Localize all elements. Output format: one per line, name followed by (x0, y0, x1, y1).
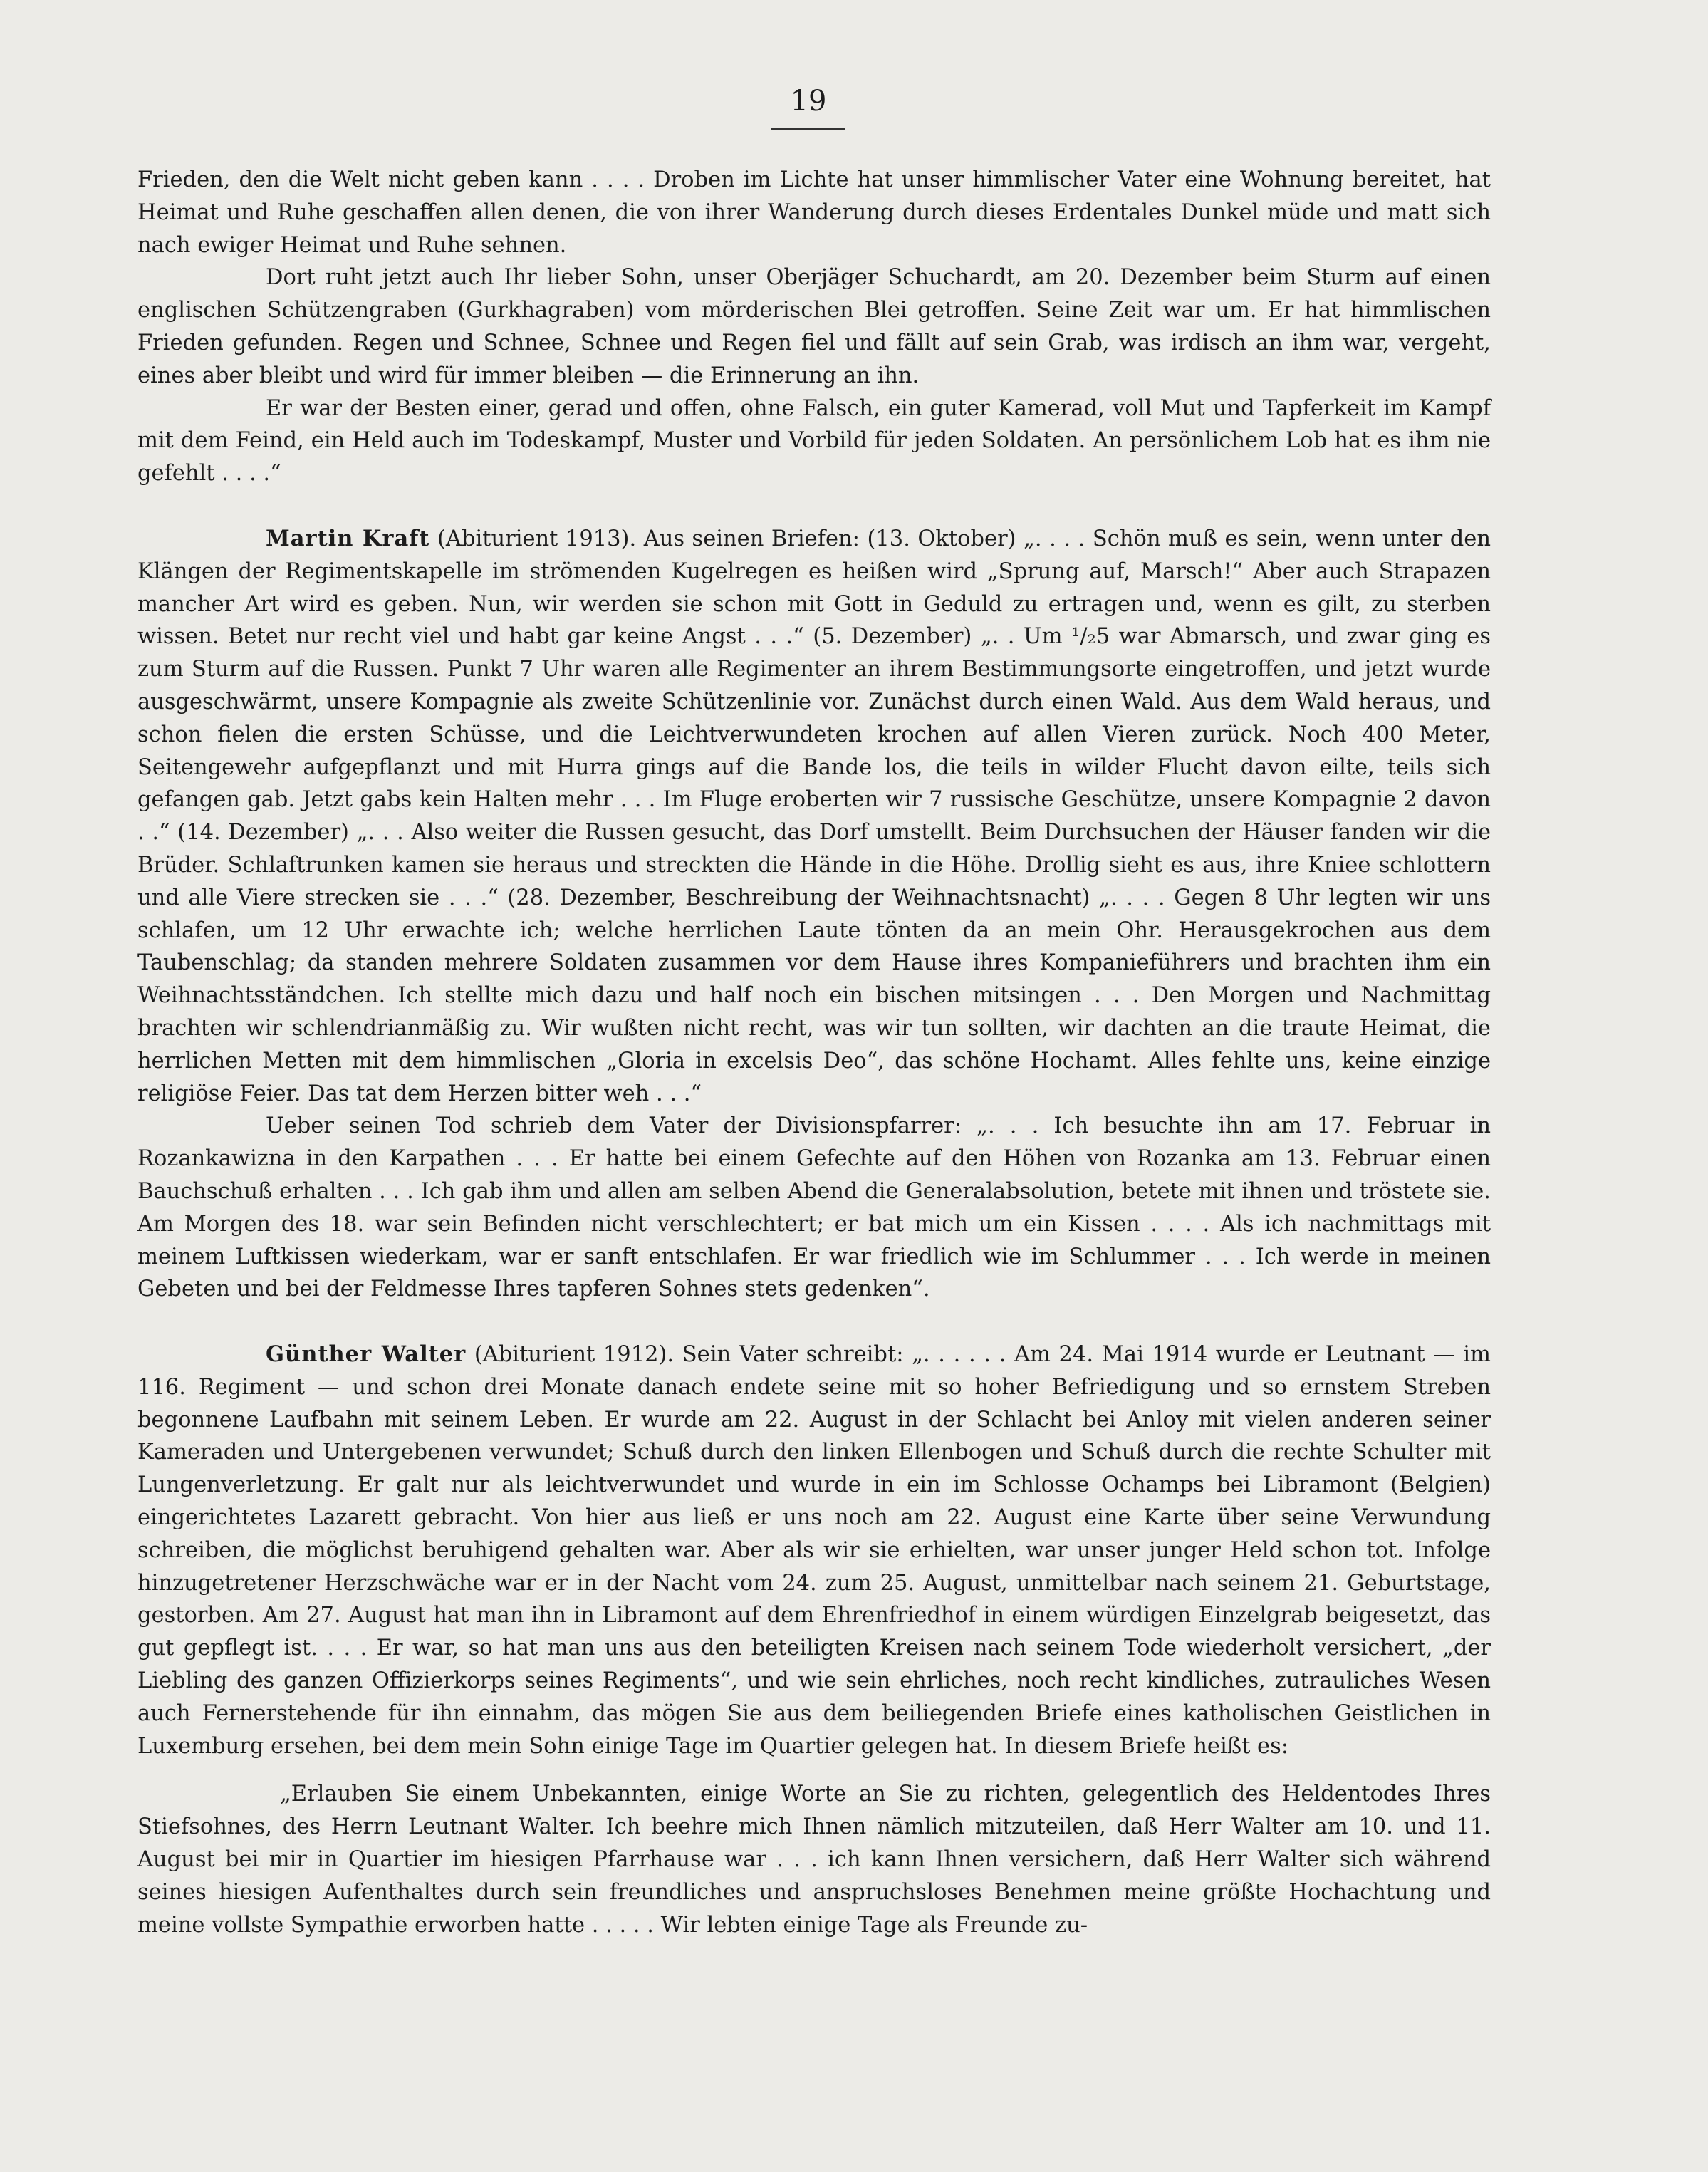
body-text (137, 164, 1491, 1941)
soldier-name-guenther-walter: Günther Walter (266, 1341, 467, 1368)
paragraph-martin-kraft (137, 523, 1491, 1110)
paragraph-schuchardt-praise: Er war der Besten einer, gerad und offen, ohne Falsch, ein guter Kamerad, voll Mut und Tapferkeit im Kampf mit dem Feind, ein Held auch im Todeskampf, Muster und Vorbild für jeden Soldaten. An persönlichem Lob hat es ihm nie gefehlt . . . .“ (137, 395, 1491, 487)
page-number-rule (771, 128, 845, 130)
soldier-name-martin-kraft: Martin Kraft (266, 525, 430, 551)
paragraph-continuation: Frieden, den die Welt nicht geben kann . . . . Droben im Lichte hat unser himmlischer Vater eine Wohnung bereitet, hat Heimat und Ruhe geschaffen allen denen, die von ihrer Wanderung durch dieses Erdentales Dunkel müde und matt sich nach ewiger Heimat und Ruhe sehnen. (137, 167, 1491, 258)
paragraph-divisionspfarrer: Ueber seinen Tod schrieb dem Vater der Divisionspfarrer: „. . . Ich besuchte ihn am 17. Februar in Rozankawizna in den Karpathen . . . Er hatte bei einem Gefechte auf den Höhen von Rozanka am 13. Februar einen Bauchschuß erhalten . . . Ich gab ihm und allen am selben Abend die Generalabsolution, betete mit ihnen und tröstete sie. Am Morgen des 18. war sein Befinden nicht verschlechtert; er bat mich um ein Kissen . . . . Als ich nachmittags mit meinem Luftkissen wiederkam, war er sanft entschlafen. Er war friedlich wie im Schlummer . . . Ich werde in meinen Gebeten und bei der Feldmesse Ihres tapferen Sohnes stets gedenken“. (137, 1113, 1491, 1302)
paragraph-guenther-walter-text: (Abiturient 1912). Sein Vater schreibt: „. . . . . . Am 24. Mai 1914 wurde er Leutnant — im 116. Regiment — und schon drei Monate danach endete seine mit so hoher Befriedigung und so ernstem Streben begonnene Laufbahn mit seinem Leben. Er wurde am 22. August in der Schlacht bei Anloy mit vielen anderen seiner Kameraden und Untergebenen verwundet; Schuß durch den linken Ellenbogen und Schuß durch die rechte Schulter mit Lungenverletzung. Er galt nur als leichtverwundet und wurde in ein im Schlosse Ochamps bei Libramont (Belgien) eingerichtetes Lazarett gebracht. Von hier aus ließ er uns noch am 22. August eine Karte über seine Verwundung schreiben, die möglichst beruhigend gehalten war. Aber als wir sie erhielten, war unser junger Held schon tot. Infolge hinzugetretener Herzschwäche war er in der Nacht vom 24. zum 25. August, unmittelbar nach seinem 21. Geburtstage, gestorben. Am 27. August hat man ihn in Libramont auf dem Ehrenfriedhof in einem würdigen Einzelgrab beigesetzt, das gut gepflegt ist. . . . Er war, so hat man uns aus den beteiligten Kreisen nach seinem Tode wiederholt versichert, „der Liebling des ganzen Offizierkorps seines Regiments“, und wie sein ehrliches, noch recht kindliches, zutrauliches Wesen auch Fernerstehende für ihn einnahm, das mögen Sie aus dem beiliegenden Briefe eines katholischen Geistlichen in Luxemburg ersehen, bei dem mein Sohn einige Tage im Quartier gelegen hat. In diesem Briefe heißt es: (137, 1342, 1491, 1759)
paragraph-letter-quote: „Erlauben Sie einem Unbekannten, einige Worte an Sie zu richten, gelegentlich des Heldentodes Ihres Stiefsohnes, des Herrn Leutnant Walter. Ich beehre mich Ihnen nämlich mitzuteilen, daß Herr Walter am 10. und 11. August bei mir in Quartier im hiesigen Pfarrhause war . . . ich kann Ihnen versichern, daß Herr Walter sich während seines hiesigen Aufenthaltes durch sein freundliches und anspruchsloses Benehmen meine größte Hochachtung und meine vollste Sympathie erworben hatte . . . . . Wir lebten einige Tage als Freunde zu- (137, 1782, 1491, 1938)
page-number: 19 (790, 85, 827, 118)
paragraph-guenther-walter (137, 1339, 1491, 1762)
paragraph-martin-kraft-text: (Abiturient 1913). Aus seinen Briefen: (13. Oktober) „. . . . Schön muß es sein, wenn unter den Klängen der Regimentskapelle im strömenden Kugelregen es heißen wird „Sprung auf, Marsch!“ Aber auch Strapazen mancher Art wird es geben. Nun, wir werden sie schon mit Gott in Geduld zu ertragen und, wenn es gilt, zu sterben wissen. Betet nur recht viel und habt gar keine Angst . . .“ (5. Dezember) „. . Um ¹/₂5 war Abmarsch, und zwar ging es zum Sturm auf die Russen. Punkt 7 Uhr waren alle Regimenter an ihrem Bestimmungsorte eingetroffen, und jetzt wurde ausgeschwärmt, unsere Kompagnie als zweite Schützenlinie vor. Zunächst durch einen Wald. Aus dem Wald heraus, und schon fielen die ersten Schüsse, und die Leichtverwundeten krochen auf allen Vieren zurück. Noch 400 Meter, Seitengewehr aufgepflanzt und mit Hurra gings auf die Bande los, die teils in wilder Flucht davon eilte, teils sich gefangen gab. Jetzt gabs kein Halten mehr . . . Im Fluge eroberten wir 7 russische Geschütze, unsere Kompagnie 2 davon . .“ (14. Dezember) „. . . Also weiter die Russen gesucht, das Dorf umstellt. Beim Durchsuchen der Häuser fanden wir die Brüder. Schlaftrunken kamen sie heraus und streckten die Hände in die Höhe. Drollig sieht es aus, ihre Kniee schlottern und alle Viere strecken sie . . .“ (28. Dezember, Beschreibung der Weihnachtsnacht) „. . . . Gegen 8 Uhr legten wir uns schlafen, um 12 Uhr erwachte ich; welche herrlichen Laute tönten da an mein Ohr. Herausgekrochen aus dem Taubenschlag; da standen mehrere Soldaten zusammen vor dem Hause ihres Kompanieführers und brachten ihm ein Weihnachtsständchen. Ich stellte mich dazu und half noch ein bischen mitsingen . . . Den Morgen und Nachmittag brachten wir schlendrianmäßig zu. Wir wußten nicht recht, was wir tun sollten, wir dachten an die traute Heimat, die herrlichen Metten mit dem himmlischen „Gloria in excelsis Deo“, das schöne Hochamt. Alles fehlte uns, keine einzige religiöse Feier. Das tat dem Herzen bitter weh . . .“ (137, 526, 1491, 1106)
paragraph-schuchardt: Dort ruht jetzt auch Ihr lieber Sohn, unser Oberjäger Schuchardt, am 20. Dezember beim Sturm auf einen englischen Schützengraben (Gurkhagraben) vom mörderischen Blei getroffen. Seine Zeit war um. Er hat himmlischen Frieden gefunden. Regen und Schnee, Schnee und Regen fiel und fällt auf sein Grab, was irdisch an ihm war, vergeht, eines aber bleibt und wird für immer bleiben — die Erinnerung an ihn. (137, 265, 1491, 388)
